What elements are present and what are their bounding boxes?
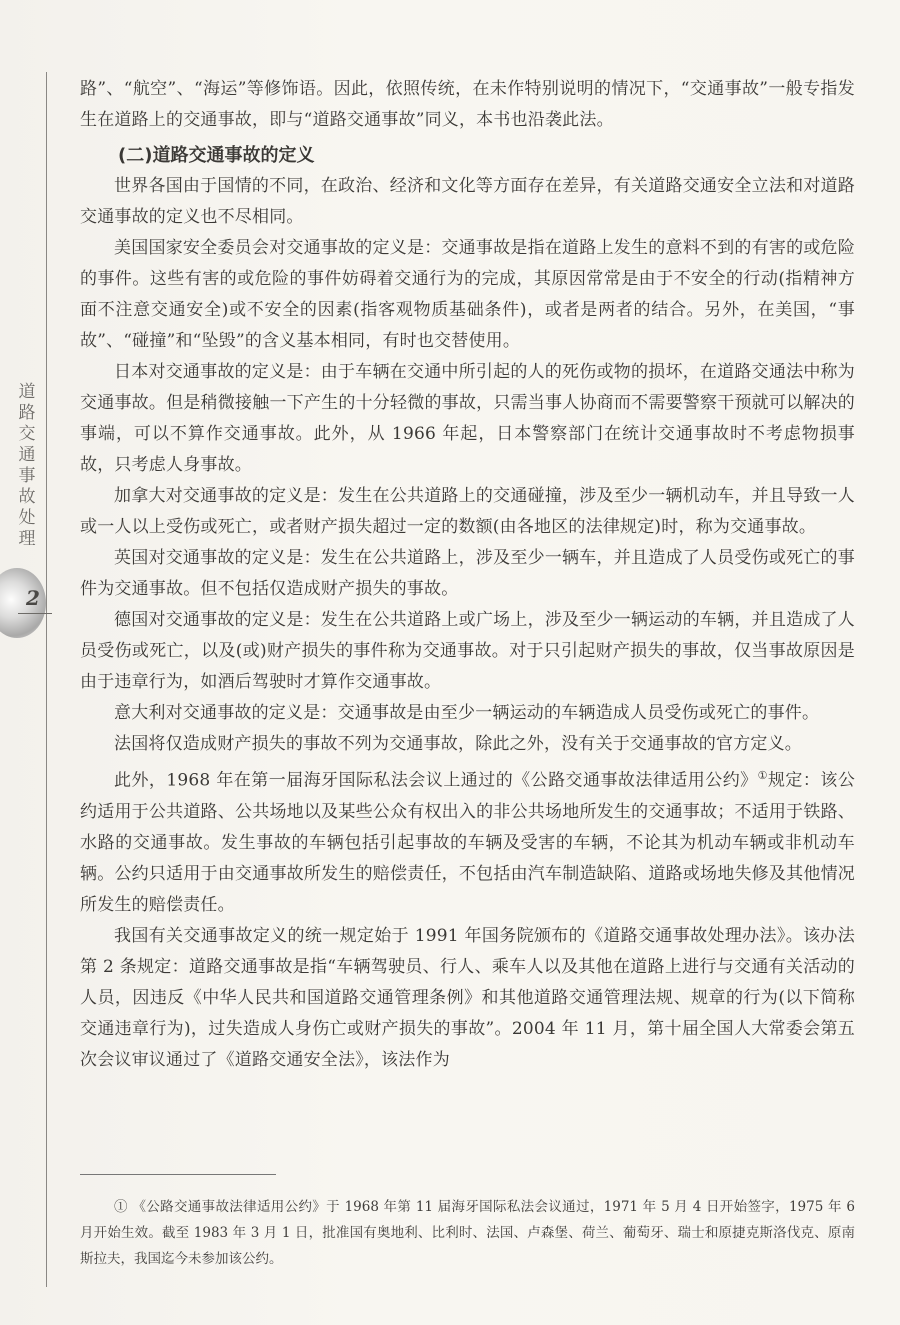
paragraph: 美国国家安全委员会对交通事故的定义是：交通事故是指在道路上发生的意料不到的有害的或危险的事件。这些有害的或危险的事件妨碍着交通行为的完成，其原因常常是由于不安全的行动(指精神方面不注意交通安全)或不安全的因素(指客观物质基础条件)，或者是两者的结合。另外，在美国，“事故”、“碰撞”和“坠毁”的含义基本相同，有时也交替使用。 bbox=[80, 238, 855, 351]
paragraph-lead: 此外，1968 年在第一届海牙国际私法会议上通过的《公路交通事故法律适用公约》 bbox=[114, 770, 758, 791]
paragraph: 世界各国由于国情的不同，在政治、经济和文化等方面存在差异，有关道路交通安全立法和对道路交通事故的定义也不尽相同。 bbox=[80, 176, 855, 227]
paragraph: 加拿大对交通事故的定义是：发生在公共道路上的交通碰撞，涉及至少一辆机动车，并且导致一人或一人以上受伤或死亡，或者财产损失超过一定的数额(由各地区的法律规定)时，称为交通事故。 bbox=[80, 486, 855, 537]
footnote: ① 《公路交通事故法律适用公约》于 1968 年第 11 届海牙国际私法会议通过，1971 年 5 月 4 日开始签字，1975 年 6 月开始生效。截至 1983 年 3 月 1 日，批准国有奥地利、比利时、法国、卢森堡、荷兰、葡萄牙、瑞士和原捷克斯洛伐克、原南斯拉夫，我国迄今未参加该公约。 bbox=[80, 1199, 855, 1267]
paragraph: 德国对交通事故的定义是：发生在公共道路上或广场上，涉及至少一辆运动的车辆，并且造成了人员受伤或死亡，以及(或)财产损失的事件称为交通事故。对于只引起财产损失的事故，仅当事故原因是由于违章行为，如酒后驾驶时才算作交通事故。 bbox=[80, 610, 855, 692]
paragraph: 我国有关交通事故定义的统一规定始于 1991 年国务院颁布的《道路交通事故处理办法》。该办法第 2 条规定：道路交通事故是指“车辆驾驶员、行人、乘车人以及其他在道路上进行与交通有关活动的人员，因违反《中华人民共和国道路交通管理条例》和其他道路交通管理法规、规章的行为(以下简称交通违章行为)，过失造成人身伤亡或财产损失的事故”。2004 年 11 月，第十届全国人大常委会第五次会议审议通过了《道路交通安全法》，该法作为 bbox=[80, 925, 855, 1070]
body-text bbox=[80, 74, 855, 1076]
section-heading: (二)道路交通事故的定义 bbox=[118, 145, 315, 166]
margin-rule bbox=[46, 72, 47, 1287]
footnote-marker[interactable]: ① bbox=[757, 769, 768, 782]
paragraph: 路”、“航空”、“海运”等修饰语。因此，依照传统，在未作特别说明的情况下，“交通事故”一般专指发生在道路上的交通事故，即与“道路交通事故”同义，本书也沿袭此法。 bbox=[80, 79, 855, 130]
paragraph: 意大利对交通事故的定义是：交通事故是由至少一辆运动的车辆造成人员受伤或死亡的事件。 bbox=[114, 703, 820, 723]
paragraph: 日本对交通事故的定义是：由于车辆在交通中所引起的人的死伤或物的损坏，在道路交通法中称为交通事故。但是稍微接触一下产生的十分轻微的事故，只需当事人协商而不需要警察干预就可以解决的事端，可以不算作交通事故。此外，从 1966 年起，日本警察部门在统计交通事故时不考虑物损事故，只考虑人身事故。 bbox=[80, 362, 855, 475]
paragraph bbox=[80, 760, 855, 921]
footnote-divider bbox=[80, 1174, 276, 1175]
page-number: 2 bbox=[26, 586, 40, 610]
paragraph: 英国对交通事故的定义是：发生在公共道路上，涉及至少一辆车，并且造成了人员受伤或死亡的事件为交通事故。但不包括仅造成财产损失的事故。 bbox=[80, 548, 855, 599]
running-head: 道路交通事故处理 bbox=[18, 382, 36, 549]
page-number-rule bbox=[18, 613, 52, 614]
paragraph: 法国将仅造成财产损失的事故不列为交通事故，除此之外，没有关于交通事故的官方定义。 bbox=[114, 734, 802, 754]
paragraph-rest: 规定：该公约适用于公共道路、公共场地以及某些公众有权出入的非公共场地所发生的交通事故；不适用于铁路、水路的交通事故。发生事故的车辆包括引起事故的车辆及受害的车辆，不论其为机动车辆或非机动车辆。公约只适用于由交通事故所发生的赔偿责任，不包括由汽车制造缺陷、道路或场地失修及其他情况所发生的赔偿责任。 bbox=[80, 770, 856, 915]
